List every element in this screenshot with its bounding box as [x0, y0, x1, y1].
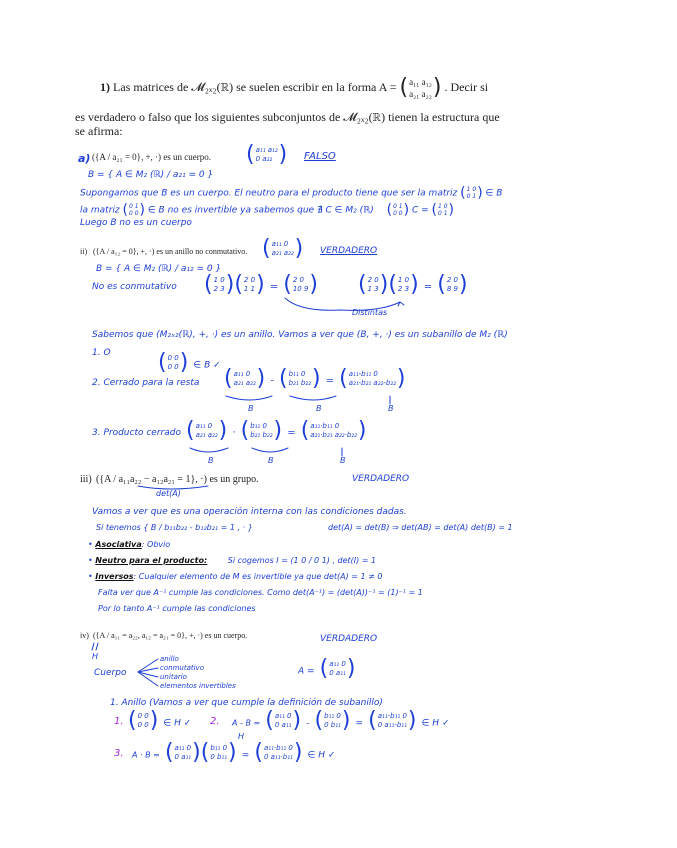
- eq-mark-2: [96, 643, 98, 650]
- part-b-label: ii): [80, 247, 88, 256]
- part-a-matrix: ( a₁₁ a₁₂ 0 a₂₂ ): [246, 142, 288, 167]
- part-c-label: iii): [80, 474, 92, 485]
- problem-line2: es verdadero o falso que los siguientes subconjuntos de 𝓜₂ₓ₂(ℝ) tienen la estructura que: [75, 110, 500, 124]
- eq-mark-1: [92, 643, 94, 650]
- part-d-anillo: 1. Anillo (Vamos a ver que cumple la definición de subanillo): [110, 698, 383, 708]
- part-c-falta: Falta ver que A⁻¹ cumple las condiciones. Como det(A⁻¹) = (det(A))⁻¹ = (1)⁻¹ = 1: [98, 588, 423, 597]
- part-a-verdict: FALSO: [304, 151, 336, 162]
- part-b-step3-mark-a: B: [208, 456, 214, 465]
- part-b-step3-eq: ( a₁₁ 0 a₂₁ a₂₂ ) · ( b₁₁ 0 b₂₁ b₂₂ ) = ( a₁₁·b₁₁ 0 a₂₁·b₂₁ a₂₂·b₂₂ ): [186, 418, 367, 443]
- part-c-line1: Vamos a ver que es una operación interna con las condiciones dadas.: [92, 507, 407, 517]
- part-b-step2: 2. Cerrado para la resta: [92, 378, 200, 388]
- part-d-n2-eq: A - B = ( a₁₁ 0 0 a₁₁ ) - ( b₁₁ 0 0 b₁₁ ) = ( a₁₁-b₁₁ 0 0 a₁₁-b₁₁ ) ∈ H ✓: [232, 708, 450, 733]
- part-b-step2-mark-r: B: [388, 404, 394, 413]
- branch-unitario: unitario: [160, 673, 187, 681]
- part-d-a-def: A = ( a₁₁ 0 0 a₁₁ ): [298, 656, 356, 681]
- part-c-inversos: • Inversos: Cualquier elemento de M es invertible ya que det(A) = 1 ≠ 0: [88, 572, 383, 581]
- part-b-distinct-label: Distintas: [352, 308, 388, 317]
- part-a-line1: Supongamos que B es un cuerpo. El neutro para el producto tiene que ser la matriz ( 1 0 0 1 ) ∈ B: [80, 185, 503, 201]
- part-b-step2-mark-b: B: [316, 404, 322, 413]
- part-c-det-label: det(A): [156, 489, 181, 498]
- part-b-matrix: ( a₁₁ 0 a₂₁ a₂₂ ): [262, 236, 304, 261]
- branch-conmutativo: conmutativo: [160, 664, 204, 672]
- part-a-line3: Luego B no es un cuerpo: [80, 218, 192, 228]
- part-d-cuerpo: Cuerpo: [94, 668, 127, 678]
- part-c-porlo: Por lo tanto A⁻¹ cumple las condiciones: [98, 604, 256, 613]
- part-d-n2-h-mark: H: [238, 732, 245, 741]
- part-c-statement: ({A / a₁₁a₂₂ − a₁₂a₂₁ = 1}, ·) es un grupo.: [96, 474, 259, 485]
- part-d-n2: 2.: [210, 716, 220, 727]
- problem-line3: se afirma:: [75, 124, 123, 138]
- brace-s2-b: [290, 396, 336, 400]
- part-b-step3: 3. Producto cerrado: [92, 428, 181, 438]
- part-c-neutro: • Neutro para el producto: Si cogemos I = (1 0 / 0 1) , det(I) = 1: [88, 556, 377, 565]
- part-b-step3-mark-b: B: [268, 456, 274, 465]
- part-d-n3: 3.: [114, 748, 124, 759]
- branch-anillo: anillo: [160, 655, 179, 663]
- part-d-label: iv): [80, 631, 89, 640]
- part-d-n1: 1.: [114, 716, 124, 727]
- part-a-label: a): [78, 152, 91, 165]
- part-b-set-def: B = { A ∈ M₂ (ℝ) / a₁₂ = 0 }: [96, 264, 222, 274]
- part-b-step2-eq: ( a₁₁ 0 a₂₁ a₂₂ ) - ( b₁₁ 0 b₂₁ b₂₂ ) = ( a₁₁-b₁₁ 0 a₂₁-b₂₁ a₂₂-b₂₂ ): [224, 366, 406, 391]
- part-c-assoc: • Asociativa: Obvio: [88, 540, 171, 549]
- brace-s3-b: [252, 448, 288, 452]
- distinct-brace: [285, 298, 400, 310]
- part-b-step1-matrix: ( 0 0 0 0 ) ∈ B ✓: [158, 350, 221, 375]
- det-brace: [138, 486, 208, 489]
- part-d-verdict: VERDADERO: [320, 634, 378, 644]
- part-d-n1-eq: ( 0 0 0 0 ) ∈ H ✓: [128, 708, 192, 733]
- part-a-line2: la matriz ( 0 1 0 0 ) ∈ B no es invertible ya sabemos que ∄ C ∈ M₂ (ℝ) ( 0 1 0 0 ) C = ( 1 0 0 1 ): [80, 202, 455, 218]
- branch-invertibles: elementos invertibles: [160, 682, 236, 690]
- matrix-A: ( a₁₁ a₁₂ a₂₁ a₂₂ ): [399, 75, 442, 100]
- problem-line1: 1) Las matrices de 𝓜₂ₓ₂(ℝ) se suelen escribir en la forma A = ( a₁₁ a₁₂ a₂₁ a₂₂ ) . Decir si: [100, 75, 489, 100]
- part-b-verdict: VERDADERO: [320, 246, 378, 256]
- part-b-step1: 1. O: [92, 348, 111, 358]
- part-d-h-mark: H: [92, 652, 99, 661]
- part-b-example-1: ( 1 0 2 3 ) ( 2 0 1 1 ) = ( 2 0 10 9 ): [204, 272, 319, 297]
- brace-s3-a: [190, 448, 228, 452]
- part-c-line2b: det(A) = det(B) ⇒ det(AB) = det(A) det(B) = 1: [328, 523, 513, 532]
- part-c-verdict: VERDADERO: [352, 474, 410, 484]
- brace-s2-a: [226, 396, 272, 400]
- part-b-statement: ({A / a₁₂ = 0}, +, ·) es un anillo no conmutativo.: [93, 247, 248, 256]
- part-c-line2: Si tenemos { B / b₁₁b₂₂ - b₁₂b₂₁ = 1 , · }: [96, 523, 253, 532]
- part-d-statement: ({A / a₁₁ = a₂₂, a₁₂ = a₂₁ = 0}, +, ·) es un cuerpo.: [93, 631, 248, 640]
- part-b-step3-mark-r: B: [340, 456, 346, 465]
- part-b-step2-mark-a: B: [248, 404, 254, 413]
- part-a-set-def: B = { A ∈ M₂ (ℝ) / a₂₁ = 0 }: [88, 170, 214, 180]
- part-a-statement: ({A / a₂₁ = 0}, +, ·) es un cuerpo.: [92, 152, 212, 162]
- part-d-n3-eq: A · B = ( a₁₁ 0 0 a₁₁ ) ( b₁₁ 0 0 b₁₁ ) = ( a₁₁·b₁₁ 0 0 a₁₁·b₁₁ ) ∈ H ✓: [132, 740, 336, 765]
- part-b-example-2: ( 2 0 1 3 ) ( 1 0 2 3 ) = ( 2 0 8 9 ): [358, 272, 468, 297]
- part-b-sabemos: Sabemos que (M₂ₓ₂(ℝ), +, ·) es un anillo. Vamos a ver que (B, +, ·) es un subanillo de M₂ (ℝ): [92, 330, 508, 340]
- part-b-not-comm: No es conmutativo: [92, 282, 177, 292]
